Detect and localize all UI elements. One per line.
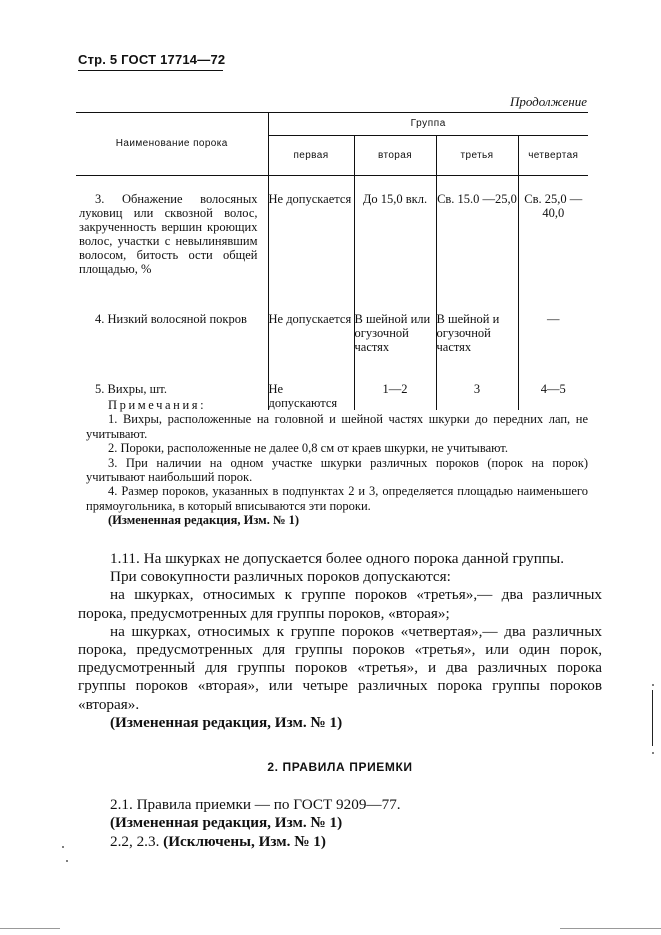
clause-2-2-2-3 — [78, 833, 602, 851]
table-row — [76, 300, 588, 368]
scan-edge-line — [560, 928, 661, 929]
group-second-cell: 1—2 — [354, 368, 436, 410]
clause-1-11: 1.11. На шкурках не допускается более одного порока данной группы. — [110, 550, 564, 567]
column-header-fourth: четвертая — [518, 136, 588, 176]
note-item: 2. Пороки, расположенные не далее 0,8 см от краев шкурки, не учитывают. — [108, 441, 508, 456]
scan-speck — [62, 846, 64, 848]
header-underline — [78, 70, 223, 71]
clause-number: 2.2, 2.3. — [110, 832, 160, 850]
defects-table — [76, 112, 588, 410]
defect-name: 4. Низкий волосяной покров — [95, 312, 247, 326]
group-first-cell: Не допускается — [268, 300, 354, 368]
group-third-cell: В шейной и огузочной частях — [436, 300, 518, 368]
column-header-first: первая — [268, 136, 354, 176]
table-row — [76, 176, 588, 301]
scan-margin-mark — [652, 690, 653, 746]
note-item: 4. Размер пороков, указанных в подпунктах 2 и 3, определяется площадью наименьшего прямоугольника, в который вписываются эти пороки. — [86, 484, 588, 513]
note-item: 3. При наличии на одном участке шкурки различных пороков (порок на порок) учитывают наибольший порок. — [86, 455, 588, 485]
continuation-label: Продолжение — [509, 94, 587, 109]
section-title: 2. ПРАВИЛА ПРИЕМКИ — [267, 760, 413, 775]
group-fourth-cell: Св. 25,0 —40,0 — [524, 192, 583, 220]
scan-speck — [652, 684, 654, 686]
group-third-cell: Св. 15.0 —25,0 — [436, 176, 518, 301]
amendment-note: (Измененная редакция, Изм. № 1) — [110, 814, 343, 832]
group-second-cell: До 15,0 вкл. — [354, 176, 436, 301]
defect-name: 5. Вихры, шт. — [95, 382, 167, 396]
paragraph: на шкурках, относимых к группе пороков «четвертая»,— два различных порока, предусмотренных для группы пороков «третья», или один порок, предусмотренный для группы пороков «третья», и два различных порока группы пороков «вторая», или четыре различных порока группы пороков «вторая». — [78, 622, 602, 713]
group-second-cell: В шейной или огузочной частях — [354, 300, 436, 368]
column-header-second: вторая — [354, 136, 436, 176]
page-header: Стр. 5 ГОСТ 17714—72 — [78, 52, 226, 67]
column-header-defect-name: Наименование порока — [76, 113, 268, 176]
amendment-note: (Измененная редакция, Изм. № 1) — [110, 713, 343, 731]
body-text — [78, 550, 602, 851]
clause-excluded-note: (Исключены, Изм. № 1) — [163, 832, 326, 850]
clause-2-1: 2.1. Правила приемки — по ГОСТ 9209—77. — [110, 796, 401, 814]
notes-amendment: (Измененная редакция, Изм. № 1) — [108, 513, 300, 528]
defect-name-cell — [76, 300, 268, 368]
scan-speck — [652, 752, 654, 754]
defect-name-cell — [76, 176, 268, 301]
scan-speck — [66, 860, 68, 862]
paragraph: на шкурках, относимых к группе пороков «третья»,— два различных порока, предусмотренных для группы пороков, «вторая»; — [78, 586, 602, 622]
notes-heading: Примечания: — [108, 398, 207, 412]
note-item: 1. Вихры, расположенные на головной и шейной частях шкурки до передних лап, не учитывают. — [86, 412, 588, 441]
table-notes — [86, 398, 588, 528]
paragraph: При совокупности различных пороков допускаются: — [110, 568, 451, 586]
column-header-group: Группа — [268, 113, 588, 136]
scan-edge-line — [0, 928, 60, 929]
group-fourth-cell: — — [547, 312, 560, 326]
group-first-cell: Не допускается — [268, 176, 354, 301]
group-fourth-cell: 4—5 — [540, 382, 566, 396]
group-first-cell: Не допускаются — [268, 368, 354, 410]
defect-name: 3. Обнажение волосяных луковиц или сквозной волос, закрученность вершин кроющих волос, участки с невылинявшим волосом, битость ости общей площадью, % — [79, 192, 258, 276]
column-header-third: третья — [436, 136, 518, 176]
group-third-cell: 3 — [436, 368, 518, 410]
